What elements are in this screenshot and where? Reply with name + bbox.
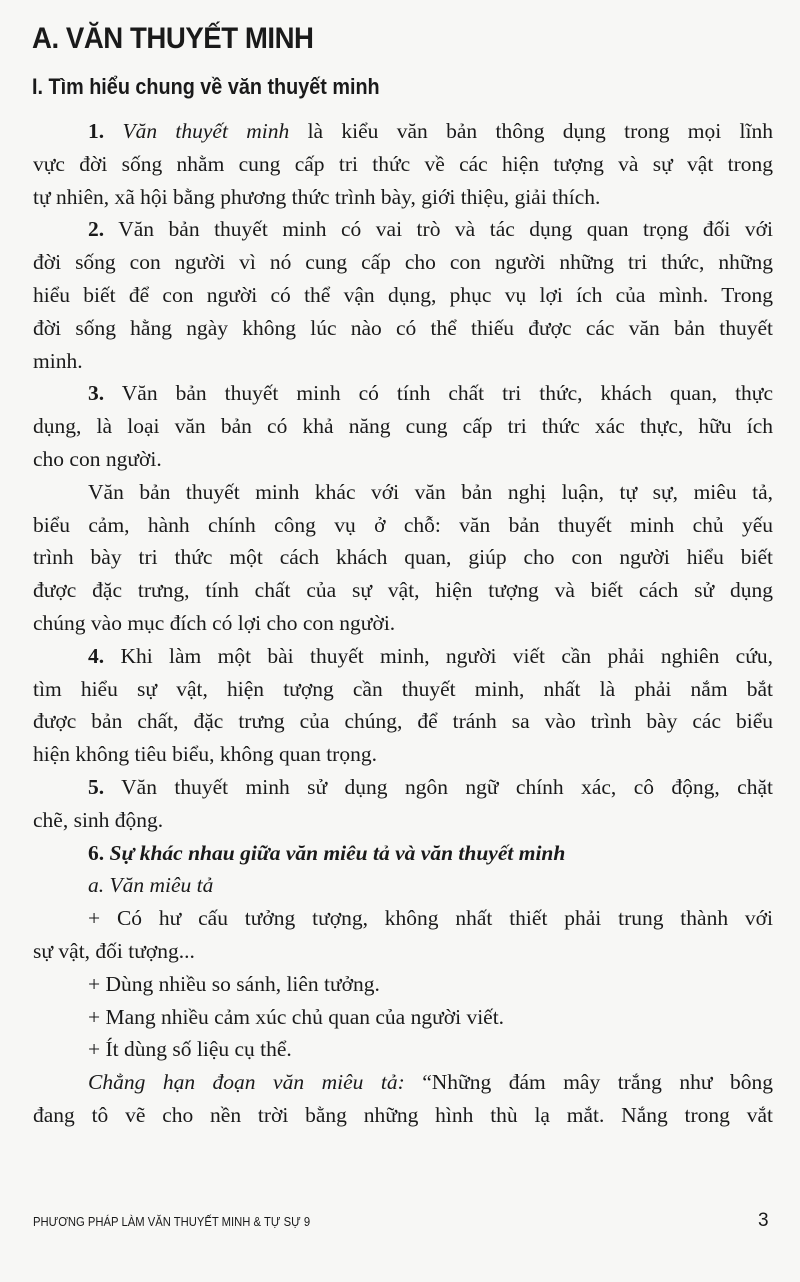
- paragraph-4-line: biểu cảm, hành chính công vụ ở chỗ: văn bản thuyết minh chủ yếu: [33, 512, 773, 537]
- paragraph-2-line: hiểu biết để con người có thể vận dụng, phục vụ lợi ích của mình. Trong: [33, 282, 773, 307]
- section-title: A. VĂN THUYẾT MINH: [32, 22, 314, 55]
- item-number: 1.: [88, 119, 123, 143]
- item-number: 4.: [88, 643, 105, 668]
- paragraph-2-line: minh.: [33, 348, 83, 373]
- subsection-title: I. Tìm hiểu chung về văn thuyết minh: [32, 74, 380, 99]
- paragraph-5-line: [33, 640, 773, 673]
- item-number: 3.: [88, 381, 105, 406]
- paragraph-4-line: được đặc trưng, tính chất của sự vật, hiện tượng và biết cách sử dụng: [33, 578, 773, 603]
- heading-text: Sự khác nhau giữa văn miêu tả và văn thuyết minh: [109, 840, 566, 865]
- bullet-line: + Có hư cấu tưởng tượng, không nhất thiết phải trung thành với: [88, 906, 773, 931]
- paragraph-1-line: [33, 115, 773, 148]
- bullet-line: + Ít dùng số liệu cụ thể.: [88, 1037, 292, 1062]
- paragraph-1-line: vực đời sống nhằm cung cấp tri thức về các hiện tượng và sự vật trong: [33, 151, 773, 176]
- term: Văn thuyết minh: [122, 119, 290, 143]
- text: Văn bản thuyết minh có vai trò và tác dụng quan trọng đối với: [104, 217, 773, 242]
- heading-6: [33, 837, 773, 870]
- item-number: 2.: [88, 217, 105, 242]
- item-number: 6.: [88, 840, 110, 865]
- text: Văn thuyết minh sử dụng ngôn ngữ chính xác, cô động, chặt: [104, 774, 773, 799]
- paragraph-4-line: Văn bản thuyết minh khác với văn bản nghị luận, tự sự, miêu tả,: [88, 479, 773, 504]
- paragraph-4-line: chúng vào mục đích có lợi cho con người.: [33, 610, 396, 635]
- bullet-line: sự vật, đối tượng...: [33, 938, 195, 963]
- paragraph-3-line: dụng, là loại văn bản có khả năng cung cấp tri thức xác thực, hữu ích: [33, 414, 773, 439]
- bullet-line: + Mang nhiều cảm xúc chủ quan của người viết.: [88, 1004, 505, 1029]
- text: “Những đám mây trắng như bông: [404, 1070, 773, 1095]
- paragraph-5-line: được bản chất, đặc trưng của chúng, để tránh sa vào trình bày các biểu: [33, 709, 773, 734]
- text: là kiểu văn bản thông dụng trong mọi lĩnh: [289, 119, 774, 143]
- example-line: đang tô vẽ cho nền trời bằng những hình thù lạ mắt. Nắng trong vắt: [33, 1102, 773, 1127]
- paragraph-2-line: đời sống hằng ngày không lúc nào có thể thiếu được các văn bản thuyết: [33, 315, 773, 340]
- item-number: 5.: [88, 774, 105, 799]
- paragraph-5-line: hiện không tiêu biểu, không quan trọng.: [33, 742, 377, 767]
- paragraph-5-line: tìm hiểu sự vật, hiện tượng cần thuyết minh, nhất là phải nắm bắt: [33, 676, 773, 701]
- subheading-a: a. Văn miêu tả: [88, 873, 214, 898]
- text: Khi làm một bài thuyết minh, người viết cần phải nghiên cứu,: [104, 643, 773, 668]
- paragraph-2-line: đời sống con người vì nó cung cấp cho con người những tri thức, những: [33, 250, 773, 275]
- example-line: [33, 1066, 773, 1099]
- paragraph-2-line: [33, 213, 773, 246]
- paragraph-6-line: chẽ, sinh động.: [33, 807, 164, 832]
- paragraph-3-line: [33, 377, 773, 410]
- paragraph-3-line: cho con người.: [33, 446, 162, 471]
- bullet-line: + Dùng nhiều so sánh, liên tưởng.: [88, 971, 380, 996]
- page-number: 3: [758, 1210, 769, 1231]
- example-lead: Chẳng hạn đoạn văn miêu tả:: [88, 1070, 405, 1095]
- paragraph-1-line: tự nhiên, xã hội bằng phương thức trình bày, giới thiệu, giải thích.: [33, 184, 601, 209]
- text: Văn bản thuyết minh có tính chất tri thức, khách quan, thực: [104, 381, 773, 406]
- running-footer: PHƯƠNG PHÁP LÀM VĂN THUYẾT MINH & TỰ SỰ 9: [33, 1215, 311, 1229]
- paragraph-4-line: trình bày tri thức một cách khách quan, giúp cho con người hiểu biết: [33, 545, 773, 570]
- paragraph-6-line: [33, 771, 773, 804]
- body-text: [33, 115, 773, 1132]
